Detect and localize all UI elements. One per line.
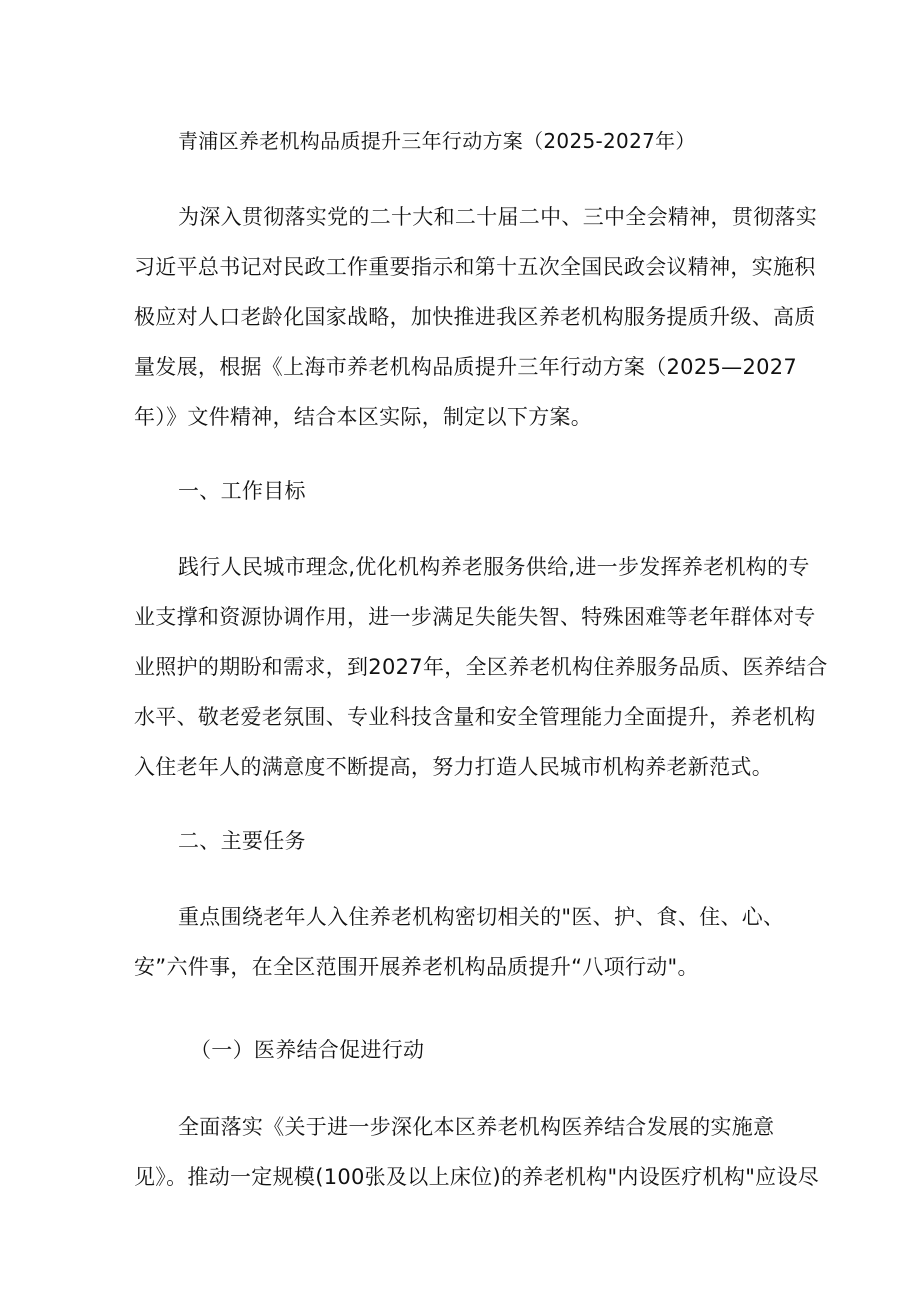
section-line: 入住老年人的满意度不断提高，努力打造人民城市机构养老新范式。 [134,755,773,779]
intro-line: 量发展，根据《上海市养老机构品质提升三年行动方案（2025—2027 [134,355,798,379]
section-heading: 二、主要任务 [178,829,306,853]
intro-line: 为深入贯彻落实党的二十大和二十届二中、三中全会精神，贯彻落实 [178,205,817,229]
section-line: 重点围绕老年人入住养老机构密切相关的"医、护、食、住、心、 [178,905,785,929]
section-line: 业照护的期盼和需求，到2027年，全区养老机构住养服务品质、医养结合 [134,655,828,679]
intro-line: 习近平总书记对民政工作重要指示和第十五次全国民政会议精神，实施积 [134,255,816,279]
intro-line: 年）》文件精神，结合本区实际，制定以下方案。 [134,405,593,429]
section-line: 安”六件事，在全区范围开展养老机构品质提升“八项行动"。 [134,955,699,979]
section-line: 水平、敬老爱老氛围、专业科技含量和安全管理能力全面提升，养老机构 [134,705,816,729]
section-line: 业支撑和资源协调作用，进一步满足失能失智、特殊困难等老年群体对专 [134,605,816,629]
subsection-line: 全面落实《关于进一步深化本区养老机构医养结合发展的实施意 [178,1115,775,1139]
subsection-heading: （一）医养结合促进行动 [190,1038,425,1062]
document-title: 青浦区养老机构品质提升三年行动方案（2025-2027年） [178,129,696,153]
section-heading: 一、工作目标 [178,479,306,503]
section-line: 践行人民城市理念,优化机构养老服务供给,进一步发挥养老机构的专 [178,555,810,579]
intro-line: 极应对人口老龄化国家战略，加快推进我区养老机构服务提质升级、高质 [134,305,816,329]
subsection-line: 见》。推动一定规模(100张及以上床位)的养老机构"内设医疗机构"应设尽 [134,1165,820,1189]
